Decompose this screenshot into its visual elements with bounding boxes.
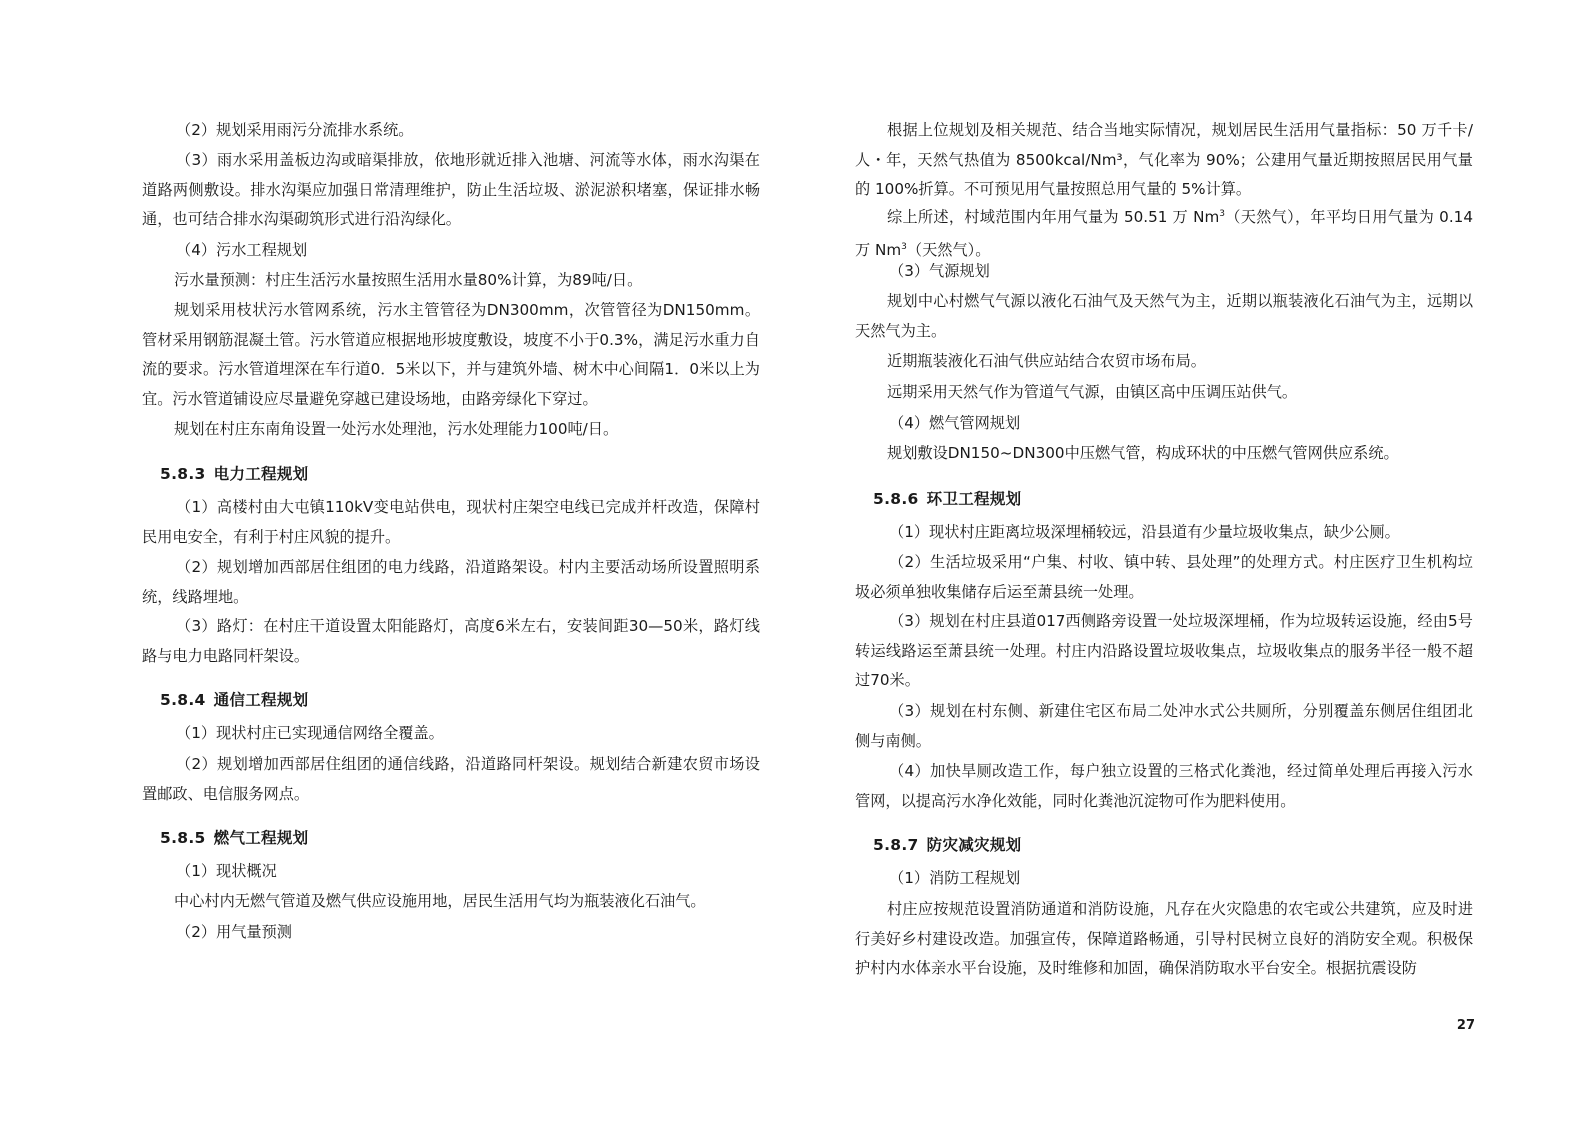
paragraph: （3）路灯：在村庄干道设置太阳能路灯，高度6米左右，安装间距30—50米，路灯线路与电力电路同杆架设。 [142, 617, 760, 665]
paragraph: 规划在村庄东南角设置一处污水处理池，污水处理能力100吨/日。 [174, 420, 619, 438]
paragraph: （3）规划在村东侧、新建住宅区布局二处冲水式公共厕所，分别覆盖东侧居住组团北侧与南侧。 [855, 702, 1473, 750]
paragraph: （2）生活垃圾采用“户集、村收、镇中转、县处理”的处理方式。村庄医疗卫生机构垃圾必须单独收集储存后运至萧县统一处理。 [855, 553, 1473, 601]
paragraph: （4）燃气管网规划 [889, 414, 1021, 432]
paragraph: 中心村内无燃气管道及燃气供应设施用地，居民生活用气均为瓶装液化石油气。 [174, 892, 706, 910]
paragraph: （1）现状村庄距离垃圾深埋桶较远，沿县道有少量垃圾收集点，缺少公厕。 [889, 523, 1400, 541]
section-heading-5-8-7 [873, 833, 1021, 857]
paragraph: 规划中心村燃气气源以液化石油气及天然气为主，近期以瓶装液化石油气为主，远期以天然气为主。 [855, 292, 1473, 340]
section-title: 防灾减灾规划 [926, 836, 1022, 854]
paragraph: （2）规划增加西部居住组团的电力线路，沿道路架设。村内主要活动场所设置照明系统，线路埋地。 [142, 558, 760, 606]
paragraph: （1）现状概况 [176, 862, 277, 880]
paragraph: （3）雨水采用盖板边沟或暗渠排放，依地形就近排入池塘、河流等水体，雨水沟渠在道路两侧敷设。排水沟渠应加强日常清理维护，防止生活垃圾、淤泥淤积堵塞，保证排水畅通，也可结合排水沟渠砌筑形式进行沿沟绿化。 [142, 151, 760, 229]
section-title: 燃气工程规划 [213, 829, 309, 847]
paragraph [855, 200, 1473, 265]
paragraph: （1）消防工程规划 [889, 869, 1021, 887]
paragraph: （1）高楼村由大屯镇110kV变电站供电，现状村庄架空电线已完成并杆改造，保障村民用电安全，有利于村庄风貌的提升。 [142, 498, 760, 546]
section-number: 5.8.7 [873, 836, 919, 854]
paragraph: （1）现状村庄已实现通信网络全覆盖。 [176, 724, 444, 742]
paragraph: 远期采用天然气作为管道气气源，由镇区高中压调压站供气。 [887, 383, 1298, 401]
paragraph: （4）污水工程规划 [176, 241, 308, 259]
text-run: 综上所述，村域范围内年用气量为 50.51 万 Nm [887, 208, 1220, 227]
paragraph: 根据上位规划及相关规范、结合当地实际情况，规划居民生活用气量指标：50 万千卡/人・年，天然气热值为 8500kcal/Nm³，气化率为 90%；公建用气量近期按照居民用气量的 100%折算。不可预见用气量按照总用气量的 5%计算。 [855, 121, 1473, 199]
paragraph: 规划采用枝状污水管网系统，污水主管管径为DN300mm，次管管径为DN150mm。管材采用钢筋混凝土管。污水管道应根据地形坡度敷设，坡度不小于0.3%，满足污水重力自流的要求。污水管道埋深在车行道0．5米以下，并与建筑外墙、树木中心间隔1．0米以上为宜。污水管道铺设应尽量避免穿越已建设场地，由路旁绿化下穿过。 [142, 301, 760, 408]
paragraph: （3）气源规划 [889, 262, 990, 280]
section-title: 通信工程规划 [213, 691, 309, 709]
paragraph: （3）规划在村庄县道017西侧路旁设置一处垃圾深埋桶，作为垃圾转运设施，经由5号转运线路运至萧县统一处理。村庄内沿路设置垃圾收集点，垃圾收集点的服务半径一般不超过70米。 [855, 612, 1473, 690]
paragraph: 污水量预测：村庄生活污水量按照生活用水量80%计算，为89吨/日。 [174, 271, 643, 289]
paragraph: 规划敷设DN150~DN300中压燃气管，构成环状的中压燃气管网供应系统。 [887, 444, 1399, 462]
section-number: 5.8.6 [873, 490, 919, 508]
section-heading-5-8-4 [160, 688, 308, 712]
paragraph: 村庄应按规范设置消防通道和消防设施，凡存在火灾隐患的农宅或公共建筑，应及时进行美好乡村建设改造。加强宣传，保障道路畅通，引导村民树立良好的消防安全观。积极保护村内水体亲水平台设施，及时维修和加固，确保消防取水平台安全。根据抗震设防 [855, 900, 1473, 978]
section-title: 环卫工程规划 [926, 490, 1022, 508]
paragraph: （4）加快旱厕改造工作，每户独立设置的三格式化粪池，经过简单处理后再接入污水管网，以提高污水净化效能，同时化粪池沉淀物可作为肥料使用。 [855, 762, 1473, 810]
paragraph: （2）用气量预测 [176, 923, 292, 941]
page-number: 27 [1456, 1018, 1475, 1033]
section-heading-5-8-5 [160, 826, 308, 850]
paragraph: 近期瓶装液化石油气供应站结合农贸市场布局。 [887, 352, 1206, 370]
section-number: 5.8.4 [160, 691, 206, 709]
superscript: 3 [901, 241, 907, 252]
section-number: 5.8.3 [160, 465, 206, 483]
section-heading-5-8-3 [160, 462, 308, 486]
section-title: 电力工程规划 [213, 465, 309, 483]
paragraph: （2）规划采用雨污分流排水系统。 [176, 121, 414, 139]
superscript: 3 [1219, 209, 1225, 219]
text-run: （天然气），年平均日用气量为 0.14 万 Nm [855, 208, 1473, 259]
section-heading-5-8-6 [873, 487, 1021, 511]
section-number: 5.8.5 [160, 829, 206, 847]
text-run: （天然气）。 [906, 240, 991, 259]
paragraph: （2）规划增加西部居住组团的通信线路，沿道路同杆架设。规划结合新建农贸市场设置邮政、电信服务网点。 [142, 755, 760, 803]
